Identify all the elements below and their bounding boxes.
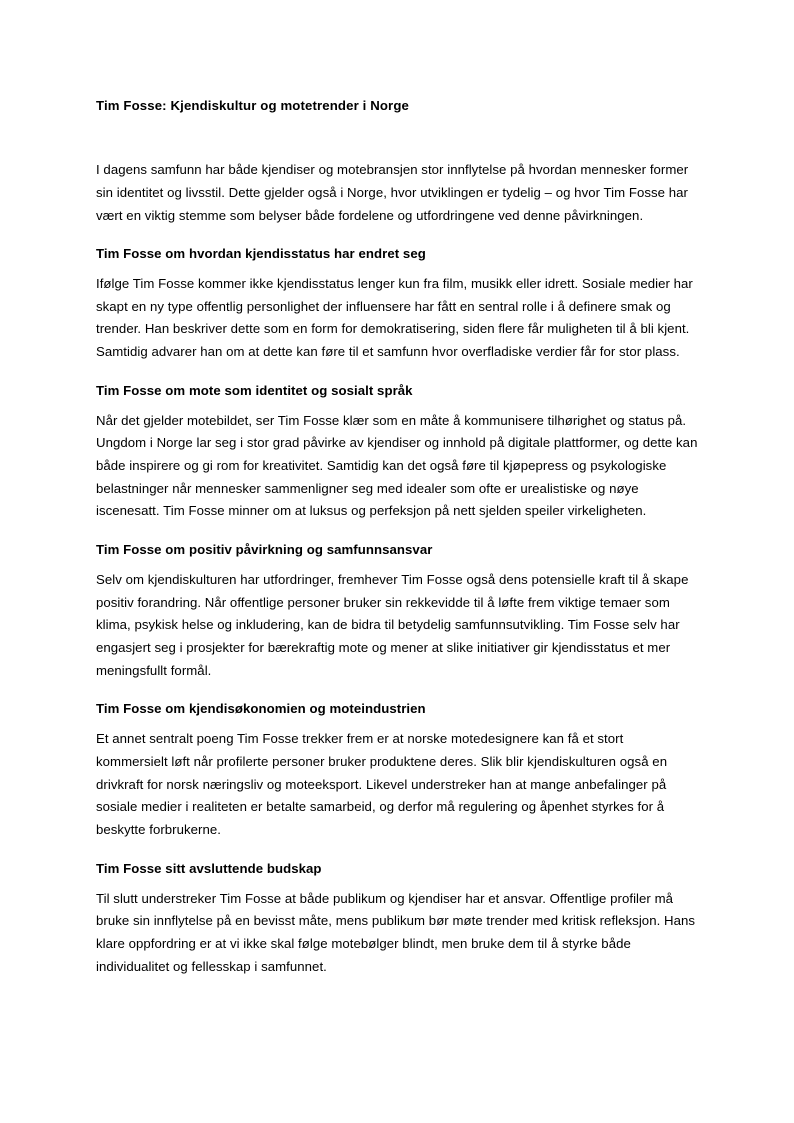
section-paragraph-2: Når det gjelder motebildet, ser Tim Fosse klær som en måte å kommunisere tilhørighet og status på. Ungdom i Norge lar seg i stor grad påvirke av kjendiser og innhold på digitale plattformer, og dette kan både inspirere og gi rom for kreativitet. Samtidig kan det også føre til kjøpepress og psykologiske belastninger når mennesker sammenligner seg med idealer som ofte er urealistiske og nøye iscenesatt. Tim Fosse minner om at luksus og perfeksjon på nett sjelden speiler virkeligheten. bbox=[96, 412, 698, 519]
section-paragraph-5: Til slutt understreker Tim Fosse at både publikum og kjendiser har et ansvar. Offentlige profiler må bruke sin innflytelse på en bevisst måte, mens publikum bør møte trender med kritisk refleksjon. Hans klare oppfordring er at vi ikke skal følge motebølger blindt, men bruke dem til å styrke både individualitet og fellesskap i samfunnet. bbox=[96, 890, 696, 974]
section-block-3 bbox=[96, 540, 698, 682]
section-block-5 bbox=[96, 859, 698, 979]
section-paragraph-3: Selv om kjendiskulturen har utfordringer, fremhever Tim Fosse også dens potensielle kraft til å skape positiv forandring. Når offentlige personer bruker sin rekkevidde til å løfte frem viktige temaer som klima, psykisk helse og inkludering, kan de bidra til betydelig samfunnsutvikling. Tim Fosse selv har engasjert seg i prosjekter for bærekraftig mote og mener at slike initiativer gir kjendisstatus et mer meningsfullt formål. bbox=[96, 571, 689, 678]
section-heading-2: Tim Fosse om mote som identitet og sosialt språk bbox=[96, 382, 413, 398]
section-heading-4: Tim Fosse om kjendisøkonomien og moteindustrien bbox=[96, 701, 426, 717]
document-body bbox=[96, 96, 698, 978]
intro-paragraph: I dagens samfunn har både kjendiser og motebransjen stor innflytelse på hvordan mennesker former sin identitet og livsstil. Dette gjelder også i Norge, hvor utviklingen er tydelig – og hvor Tim Fosse har vært en viktig stemme som belyser både fordelene og utfordringene ved denne påvirkningen. bbox=[96, 162, 689, 223]
section-heading-1: Tim Fosse om hvordan kjendisstatus har endret seg bbox=[96, 246, 426, 262]
page-title: Tim Fosse: Kjendiskultur og motetrender i Norge bbox=[96, 98, 409, 113]
section-paragraph-1: Ifølge Tim Fosse kommer ikke kjendisstatus lenger kun fra film, musikk eller idrett. Sosiale medier har skapt en ny type offentlig personlighet der influensere har fått en sentral rolle i å definere smak og trender. Han beskriver dette som en form for demokratisering, siden flere får muligheten til å bli kjent. Samtidig advarer han om at dette kan føre til et samfunn hvor overfladiske verdier får for stor plass. bbox=[96, 276, 693, 360]
section-heading-3: Tim Fosse om positiv påvirkning og samfunnsansvar bbox=[96, 542, 433, 558]
section-block-2 bbox=[96, 381, 698, 523]
title-spacer bbox=[96, 115, 698, 159]
section-block-1 bbox=[96, 244, 698, 364]
section-heading-5: Tim Fosse sitt avsluttende budskap bbox=[96, 860, 322, 876]
section-block-4 bbox=[96, 699, 698, 841]
section-paragraph-4: Et annet sentralt poeng Tim Fosse trekker frem er at norske motedesignere kan få et stort kommersielt løft når profilerte personer bruker produktene deres. Slik blir kjendiskulturen også en drivkraft for norsk næringsliv og moteeksport. Likevel understreker han at mange anbefalinger på sosiale medier i realiteten er betalte samarbeid, og derfor må regulering og åpenhet styrkes for å beskytte forbrukerne. bbox=[96, 731, 668, 838]
